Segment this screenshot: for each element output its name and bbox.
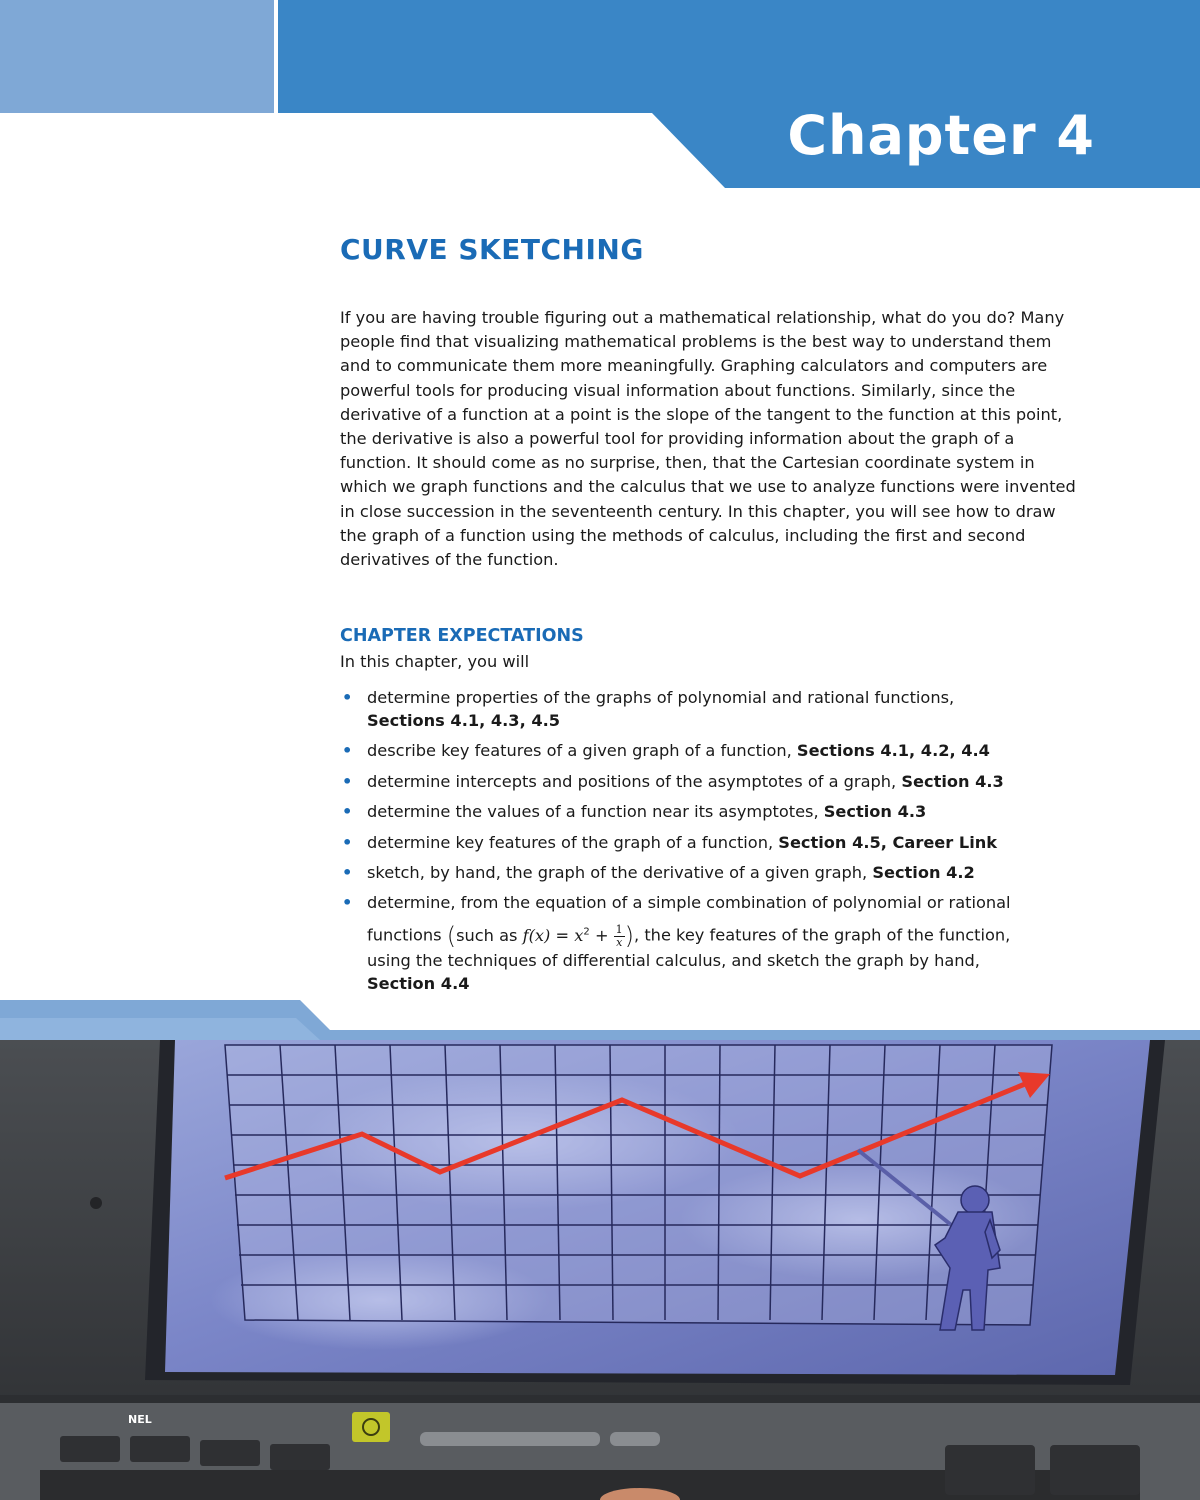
expectations-heading: CHAPTER EXPECTATIONS — [340, 626, 584, 646]
expectation-item — [340, 861, 1100, 884]
formula-exponent: 2 — [583, 926, 590, 938]
bullet-icon: • — [342, 802, 353, 822]
expectation-item — [340, 686, 1100, 732]
expectation-item — [340, 831, 1100, 854]
expectation-item — [340, 739, 1100, 762]
formula-fx: f(x) — [522, 925, 551, 945]
expectation-text: determine properties of the graphs of polynomial and rational functions, — [367, 688, 955, 707]
expectation-text: functions — [367, 925, 442, 945]
formula-x: x — [574, 925, 584, 945]
chapter-title: CURVE SKETCHING — [340, 233, 644, 266]
bullet-icon: • — [342, 688, 353, 707]
expectation-text: determine key features of the graph of a function, — [367, 832, 774, 852]
bullet-icon: • — [342, 741, 353, 761]
expectation-text: sketch, by hand, the graph of the derivative of a given graph, — [367, 862, 868, 882]
expectation-text: using the techniques of differential calculus, and sketch the graph by hand, — [367, 950, 980, 970]
expectation-item — [340, 891, 1100, 994]
graph-grid — [225, 1045, 1052, 1325]
section-ref: Section 4.3 — [901, 771, 1004, 791]
formula-eq: = — [555, 925, 570, 945]
section-ref: Sections 4.1, 4.2, 4.4 — [796, 741, 990, 761]
expectation-item — [340, 800, 1100, 823]
expectation-text: describe key features of a given graph of a function, — [367, 741, 792, 761]
section-ref: Section 4.4 — [367, 973, 470, 993]
bullet-icon: • — [342, 771, 353, 791]
formula: (such as $f(x) = x^2$ + $\frac{1}{x}$ ) — [446, 921, 635, 950]
expectations-intro: In this chapter, you will — [340, 652, 530, 671]
section-ref: Sections 4.1, 4.3, 4.5 — [367, 711, 561, 730]
chapter-label: Chapter 4 — [787, 104, 1095, 167]
laptop-illustration — [0, 1000, 1200, 1500]
power-button-icon — [352, 1412, 390, 1442]
fraction-numerator: 1 — [615, 922, 623, 936]
formula-prefix: such as — [456, 925, 518, 945]
bullet-icon: • — [342, 832, 353, 852]
publisher-mark: NEL — [128, 1413, 152, 1426]
section-ref: Section 4.2 — [872, 862, 975, 882]
formula-fraction — [614, 924, 625, 949]
expectation-text: determine the values of a function near its asymptotes, — [367, 802, 819, 822]
expectation-text: , the key features of the graph of the function, — [634, 925, 1011, 945]
intro-paragraph: If you are having trouble figuring out a mathematical relationship, what do you do? Many people find that visualizing mathematical problems is the best way to understand them and to communicate them more meaningfully. Graphing calculators and computers are powerful tools for producing visual information about functions. Similarly, since the derivative of a function at a point is the slope of the tangent to the function at this point, the derivative is also a powerful tool for providing information about the graph of a function. It should come as no surprise, then, that the Cartesian coordinate system in which we graph functions and the calculus that we use to analyze functions were invented in close succession in the seventeenth century. In this chapter, you will see how to draw the graph of a function using the methods of calculus, including the first and second derivatives of the function. — [340, 308, 1076, 570]
bullet-icon: • — [342, 862, 353, 882]
fraction-denominator: x — [616, 935, 623, 949]
expectations-list — [340, 686, 1100, 1002]
expectation-text: determine intercepts and positions of the asymptotes of a graph, — [367, 771, 897, 791]
section-ref: Section 4.5, Career Link — [778, 832, 998, 852]
formula-plus: + — [594, 925, 609, 945]
expectation-text: determine, from the equation of a simple combination of polynomial or rational — [367, 893, 1011, 913]
expectation-item — [340, 770, 1100, 793]
section-ref: Section 4.3 — [823, 802, 927, 822]
bullet-icon: • — [342, 893, 353, 913]
